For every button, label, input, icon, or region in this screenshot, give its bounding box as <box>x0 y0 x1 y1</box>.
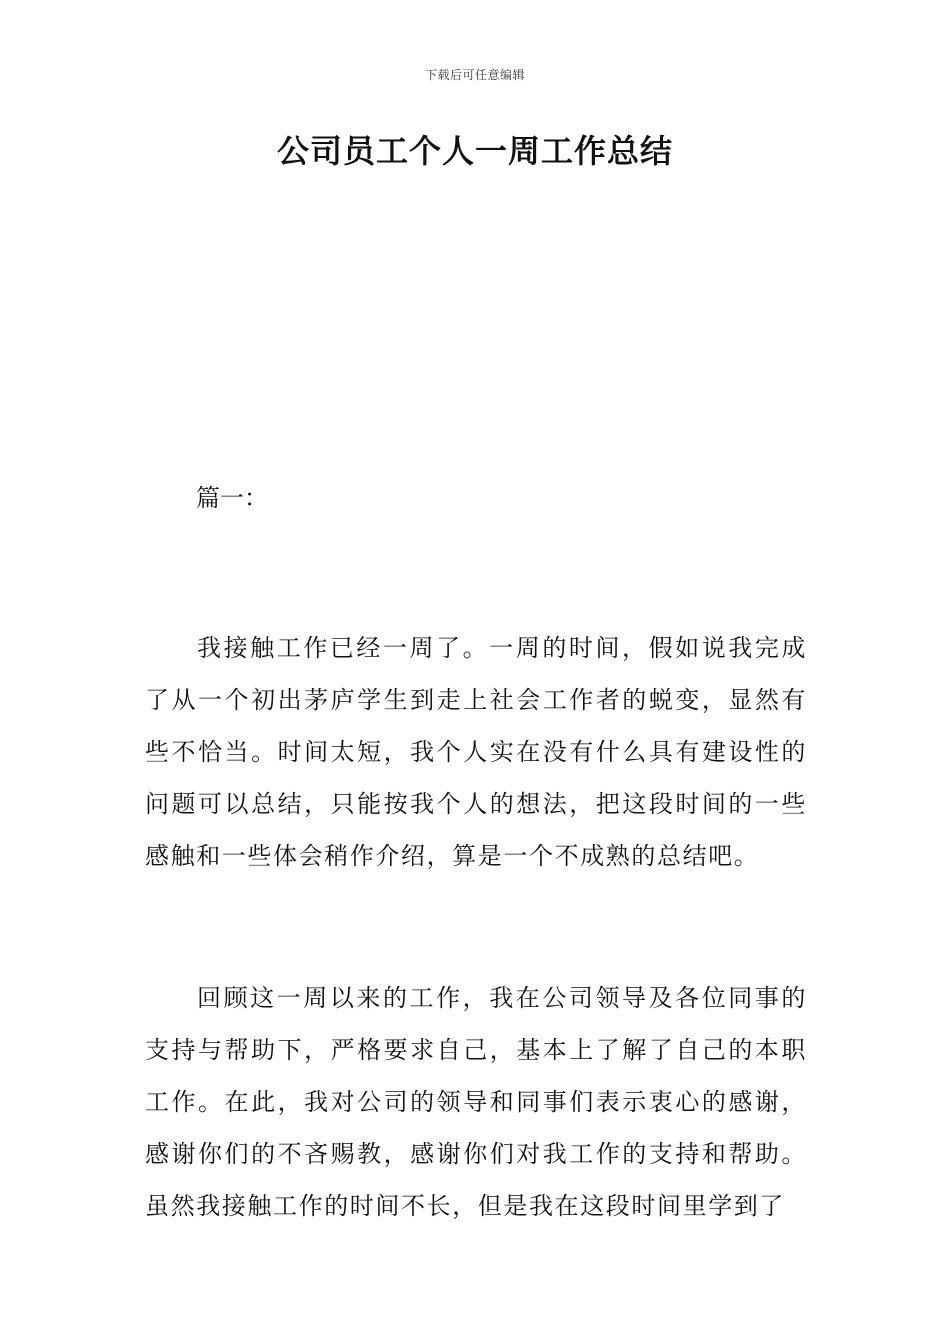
header-note: 下载后可任意编辑 <box>424 68 525 82</box>
paragraph-2: 回顾这一周以来的工作，我在公司领导及各位同事的支持与帮助下，严格要求自己，基本上了解了自己的本职工作。在此，我对公司的领导和同事们表示衷心的感谢，感谢你们的不吝赐教，感谢你们对我工作的支持和帮助。虽然我接触工作的时间不长，但是我在这段时间里学到了 <box>145 984 807 1220</box>
document-title: 公司员工个人一周工作总结 <box>276 132 673 170</box>
paragraph-1: 我接触工作已经一周了。一周的时间，假如说我完成了从一个初出茅庐学生到走上社会工作者的蜕变，显然有些不恰当。时间太短，我个人实在没有什么具有建设性的问题可以总结，只能按我个人的想法，把这段时间的一些感触和一些体会稍作介绍，算是一个不成熟的总结吧。 <box>145 634 807 870</box>
section-label: 篇一： <box>196 484 268 512</box>
